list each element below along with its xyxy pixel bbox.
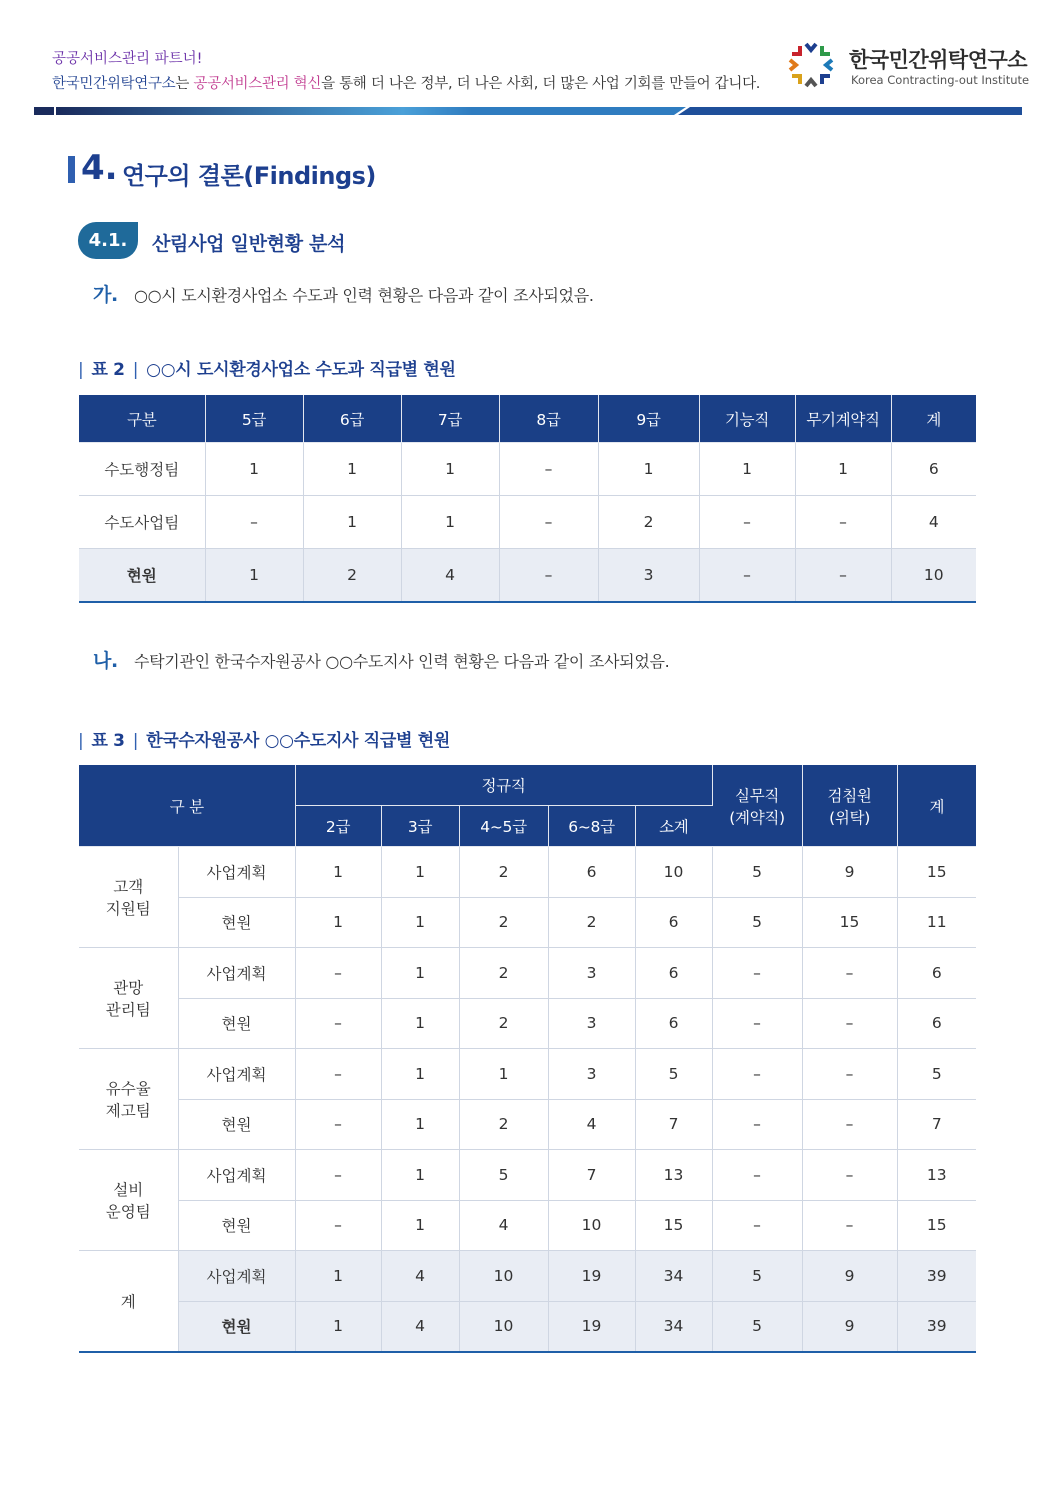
table-cell: 3 bbox=[598, 549, 699, 603]
table-cell: 5 bbox=[459, 1150, 548, 1201]
table3-header-row-1 bbox=[79, 765, 976, 806]
table-cell: – bbox=[699, 549, 795, 603]
table-cell: 1 bbox=[381, 847, 459, 898]
table-cell: 5 bbox=[712, 897, 802, 948]
table-cell: 1 bbox=[381, 1049, 459, 1100]
slogan-org: 한국민간위탁연구소 bbox=[52, 76, 176, 92]
table-row bbox=[79, 496, 976, 549]
table-cell: 2 bbox=[303, 549, 401, 603]
table-cell: 3 bbox=[548, 998, 635, 1049]
table-cell: 5 bbox=[897, 1049, 976, 1100]
table-cell: 34 bbox=[635, 1301, 712, 1352]
paragraph-a-text: ○○시 도시환경사업소 수도과 인력 현황은 다음과 같이 조사되었음. bbox=[133, 286, 594, 305]
table-cell: 1 bbox=[381, 897, 459, 948]
table-cell: 39 bbox=[897, 1251, 976, 1302]
table-cell: 1 bbox=[295, 1251, 381, 1302]
table-cell: 1 bbox=[205, 549, 303, 603]
table-cell: 7 bbox=[897, 1099, 976, 1150]
table-cell: – bbox=[712, 1200, 802, 1251]
header-slogan bbox=[52, 72, 760, 93]
table-cell: – bbox=[712, 1150, 802, 1201]
table-row bbox=[79, 1150, 976, 1201]
table-cell: 2 bbox=[598, 496, 699, 549]
table3-subheader: 3급 bbox=[381, 806, 459, 847]
table-cell: 1 bbox=[795, 443, 891, 496]
table-cell: – bbox=[802, 948, 897, 999]
header-divider-bar bbox=[34, 107, 1022, 115]
caption-bar: | bbox=[78, 731, 84, 751]
table-cell: 4 bbox=[381, 1301, 459, 1352]
table-cell: 10 bbox=[635, 847, 712, 898]
table-cell: 3 bbox=[548, 948, 635, 999]
table3-caption-sep: | bbox=[132, 731, 139, 751]
section-number: 4. bbox=[81, 148, 118, 188]
table3-subheader: 4~5급 bbox=[459, 806, 548, 847]
table-cell: – bbox=[499, 496, 598, 549]
table-cell: 1 bbox=[401, 496, 499, 549]
header-practical-line1: 실무직 bbox=[735, 786, 780, 805]
table-cell: 현원 bbox=[178, 998, 295, 1049]
group-name-line1: 고객 bbox=[113, 878, 144, 896]
table-row bbox=[79, 1251, 976, 1302]
table-cell: 1 bbox=[459, 1049, 548, 1100]
table-row bbox=[79, 897, 976, 948]
group-name-cell bbox=[79, 1150, 178, 1251]
table2-header: 기능직 bbox=[699, 395, 795, 443]
table-cell: 10 bbox=[891, 549, 976, 603]
table-cell: – bbox=[699, 496, 795, 549]
table-cell: 9 bbox=[802, 847, 897, 898]
table-cell: 사업계획 bbox=[178, 1150, 295, 1201]
table-cell: 6 bbox=[897, 998, 976, 1049]
table-row bbox=[79, 443, 976, 496]
table-cell: 6 bbox=[635, 998, 712, 1049]
table2-header: 6급 bbox=[303, 395, 401, 443]
paragraph-b-marker: 나. bbox=[93, 650, 118, 672]
table-cell: 15 bbox=[635, 1200, 712, 1251]
table-cell: – bbox=[712, 948, 802, 999]
table-row bbox=[79, 1049, 976, 1100]
table-cell: – bbox=[712, 1099, 802, 1150]
paragraph-b-text: 수탁기관인 한국수자원공사 ○○수도지사 인력 현황은 다음과 같이 조사되었음. bbox=[133, 652, 670, 671]
table3-header-inspector bbox=[802, 765, 897, 847]
logo-mark-icon bbox=[786, 40, 836, 90]
table-cell: 19 bbox=[548, 1251, 635, 1302]
table-cell: – bbox=[712, 1049, 802, 1100]
table-cell: 19 bbox=[548, 1301, 635, 1352]
table-cell: 4 bbox=[401, 549, 499, 603]
table-cell: 13 bbox=[897, 1150, 976, 1201]
paragraph-b bbox=[93, 646, 669, 673]
table-cell: 15 bbox=[802, 897, 897, 948]
table2-header: 구분 bbox=[79, 395, 205, 443]
table2-caption bbox=[78, 355, 456, 380]
slogan-part-a: 는 bbox=[175, 76, 194, 92]
table-cell: 1 bbox=[381, 948, 459, 999]
table3-caption bbox=[78, 726, 450, 751]
table-cell: 1 bbox=[381, 1200, 459, 1251]
table-cell: – bbox=[295, 1099, 381, 1150]
group-name-cell bbox=[79, 948, 178, 1049]
table-cell: 2 bbox=[459, 847, 548, 898]
header-inspector-line2: (위탁) bbox=[829, 808, 870, 827]
table-cell: 현원 bbox=[178, 1301, 295, 1352]
table-cell: 1 bbox=[598, 443, 699, 496]
table-cell: 7 bbox=[548, 1150, 635, 1201]
table-cell: 사업계획 bbox=[178, 948, 295, 999]
table-cell: – bbox=[802, 1049, 897, 1100]
table-cell: 2 bbox=[459, 998, 548, 1049]
table-cell: – bbox=[802, 1099, 897, 1150]
table-row bbox=[79, 1200, 976, 1251]
section-heading-bar bbox=[68, 156, 75, 183]
table-cell: 13 bbox=[635, 1150, 712, 1201]
table-cell: 사업계획 bbox=[178, 1049, 295, 1100]
table2 bbox=[79, 395, 976, 603]
logo-english-name: Korea Contracting-out Institute bbox=[851, 73, 1030, 87]
table-row bbox=[79, 948, 976, 999]
table-cell: 1 bbox=[381, 998, 459, 1049]
table2-header: 계 bbox=[891, 395, 976, 443]
table-cell: 5 bbox=[635, 1049, 712, 1100]
table-cell: 수도사업팀 bbox=[79, 496, 205, 549]
table-cell: 1 bbox=[381, 1150, 459, 1201]
table-cell: 1 bbox=[295, 847, 381, 898]
table-cell: 11 bbox=[897, 897, 976, 948]
table3-header-regular: 정규직 bbox=[295, 765, 712, 806]
table-cell: 5 bbox=[712, 847, 802, 898]
group-name-cell bbox=[79, 1251, 178, 1353]
table-cell: – bbox=[295, 1200, 381, 1251]
table-cell: 34 bbox=[635, 1251, 712, 1302]
table-cell: 현원 bbox=[79, 549, 205, 603]
table2-header: 7급 bbox=[401, 395, 499, 443]
table-cell: 7 bbox=[635, 1099, 712, 1150]
header-inspector-line1: 검침원 bbox=[827, 786, 872, 805]
table-cell: 10 bbox=[548, 1200, 635, 1251]
table2-header: 8급 bbox=[499, 395, 598, 443]
table-cell: – bbox=[795, 496, 891, 549]
table-cell: – bbox=[802, 1200, 897, 1251]
table-cell: – bbox=[295, 1049, 381, 1100]
group-name-cell bbox=[79, 847, 178, 948]
group-name-line1: 설비 bbox=[113, 1181, 144, 1199]
table-cell: 4 bbox=[381, 1251, 459, 1302]
table-cell: 1 bbox=[295, 1301, 381, 1352]
table2-caption-sep: | bbox=[132, 360, 139, 380]
table-cell: – bbox=[712, 998, 802, 1049]
table-cell: 4 bbox=[548, 1099, 635, 1150]
table3-body bbox=[79, 847, 976, 1353]
table-cell: 1 bbox=[205, 443, 303, 496]
table-cell: 현원 bbox=[178, 897, 295, 948]
table-cell: 수도행정팀 bbox=[79, 443, 205, 496]
table-cell: – bbox=[295, 998, 381, 1049]
table-cell: 6 bbox=[548, 847, 635, 898]
group-name-line1: 계 bbox=[120, 1293, 136, 1311]
table-cell: 4 bbox=[459, 1200, 548, 1251]
table-cell: – bbox=[499, 443, 598, 496]
group-name-cell bbox=[79, 1049, 178, 1150]
table3-caption-title: 한국수자원공사 ○○수도지사 직급별 현원 bbox=[146, 731, 451, 751]
table-cell: 10 bbox=[459, 1301, 548, 1352]
table-cell: 6 bbox=[897, 948, 976, 999]
group-name-line2: 관리팀 bbox=[105, 1001, 151, 1019]
institute-logo bbox=[786, 40, 1031, 90]
table-cell: 현원 bbox=[178, 1099, 295, 1150]
group-name-line2: 운영팀 bbox=[105, 1203, 151, 1221]
table-cell: 1 bbox=[699, 443, 795, 496]
table-cell: 6 bbox=[635, 897, 712, 948]
table-cell: 1 bbox=[303, 496, 401, 549]
table-cell: 1 bbox=[381, 1099, 459, 1150]
caption-bar: | bbox=[78, 360, 84, 380]
table-cell: 2 bbox=[459, 897, 548, 948]
table3 bbox=[79, 765, 976, 1353]
table3-subheader: 소계 bbox=[635, 806, 712, 847]
table-cell: 현원 bbox=[178, 1200, 295, 1251]
table3-header-practical bbox=[712, 765, 802, 847]
table2-header-row bbox=[79, 395, 976, 443]
table-cell: 5 bbox=[712, 1251, 802, 1302]
table-cell: 사업계획 bbox=[178, 1251, 295, 1302]
subsection-title: 산림사업 일반현황 분석 bbox=[152, 233, 346, 255]
slogan-highlight: 공공서비스관리 혁신 bbox=[193, 76, 322, 92]
table-cell: 5 bbox=[712, 1301, 802, 1352]
group-name-line2: 지원팀 bbox=[105, 900, 151, 918]
table-cell: – bbox=[499, 549, 598, 603]
table-cell: – bbox=[802, 1150, 897, 1201]
table-row bbox=[79, 1301, 976, 1352]
table-row bbox=[79, 998, 976, 1049]
group-name-line1: 관망 bbox=[113, 979, 144, 997]
table-cell: – bbox=[205, 496, 303, 549]
table-cell: 9 bbox=[802, 1301, 897, 1352]
table-cell: 39 bbox=[897, 1301, 976, 1352]
table-cell: 2 bbox=[548, 897, 635, 948]
table2-caption-title: ○○시 도시환경사업소 수도과 직급별 현원 bbox=[146, 360, 456, 380]
table-cell: – bbox=[295, 948, 381, 999]
table-cell: – bbox=[795, 549, 891, 603]
table2-header: 9급 bbox=[598, 395, 699, 443]
table2-total-row bbox=[79, 549, 976, 603]
table3-subheader: 6~8급 bbox=[548, 806, 635, 847]
table3-header-category: 구 분 bbox=[79, 765, 295, 847]
table-cell: 4 bbox=[891, 496, 976, 549]
table-cell: 1 bbox=[303, 443, 401, 496]
table-cell: 15 bbox=[897, 1200, 976, 1251]
table2-header: 무기계약직 bbox=[795, 395, 891, 443]
table-row bbox=[79, 1099, 976, 1150]
table-cell: 사업계획 bbox=[178, 847, 295, 898]
table-cell: 1 bbox=[401, 443, 499, 496]
paragraph-a bbox=[93, 280, 594, 307]
table-cell: 3 bbox=[548, 1049, 635, 1100]
table-cell: 9 bbox=[802, 1251, 897, 1302]
section-title: 연구의 결론(Findings) bbox=[122, 162, 376, 190]
table-cell: 6 bbox=[635, 948, 712, 999]
table3-header-total: 계 bbox=[897, 765, 976, 847]
table-row bbox=[79, 847, 976, 898]
table2-caption-label: 표 2 bbox=[91, 360, 125, 380]
paragraph-a-marker: 가. bbox=[93, 284, 118, 306]
table-cell: 6 bbox=[891, 443, 976, 496]
group-name-line2: 제고팀 bbox=[105, 1102, 151, 1120]
slogan-part-b: 을 통해 더 나은 정부, 더 나은 사회, 더 많은 사업 기회를 만들어 갑니다. bbox=[321, 76, 761, 92]
table-cell: – bbox=[802, 998, 897, 1049]
group-name-line1: 유수율 bbox=[105, 1080, 151, 1098]
table-cell: 2 bbox=[459, 948, 548, 999]
table3-subheader: 2급 bbox=[295, 806, 381, 847]
table-cell: 10 bbox=[459, 1251, 548, 1302]
table-cell: 1 bbox=[295, 897, 381, 948]
header-tagline: 공공서비스관리 파트너! bbox=[52, 51, 203, 67]
header-practical-line2: (계약직) bbox=[729, 808, 785, 827]
table3-caption-label: 표 3 bbox=[91, 731, 125, 751]
table-cell: – bbox=[295, 1150, 381, 1201]
table-cell: 15 bbox=[897, 847, 976, 898]
table2-header: 5급 bbox=[205, 395, 303, 443]
table-cell: 2 bbox=[459, 1099, 548, 1150]
logo-korean-name: 한국민간위탁연구소 bbox=[849, 48, 1028, 72]
subsection-number: 4.1. bbox=[78, 222, 138, 259]
